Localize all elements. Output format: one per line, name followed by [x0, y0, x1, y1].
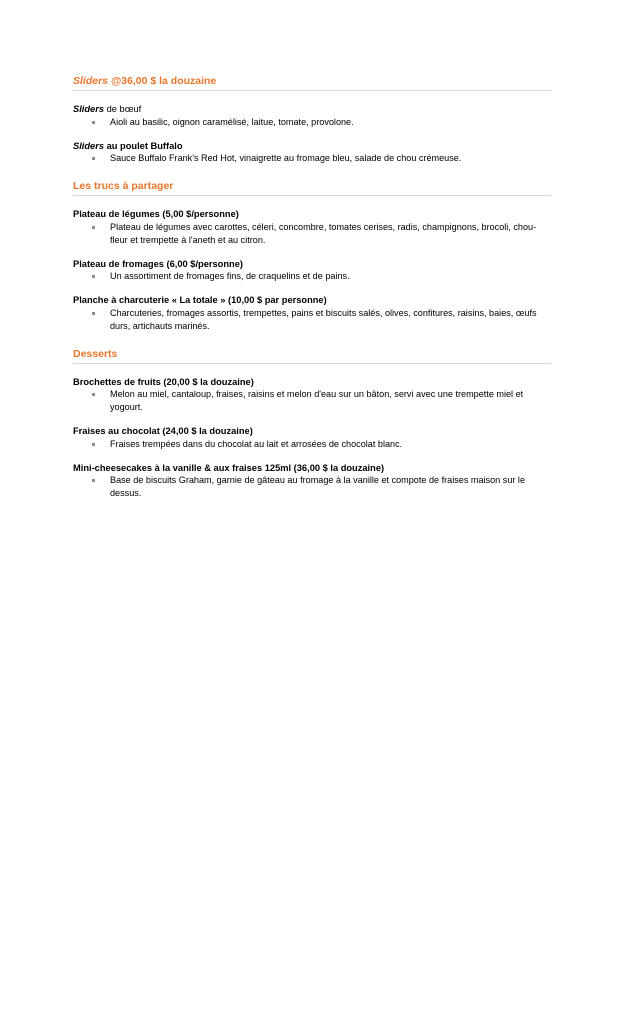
- menu-item: [73, 376, 551, 415]
- menu-item-detail-text: Aioli au basilic, oignon caramélisé, laitue, tomate, provolone.: [110, 116, 354, 127]
- menu-item-detail-text: Charcuteries, fromages assortis, trempettes, pains et biscuits salés, olives, confitures, raisins, baies, œufs durs, artichauts marinés.: [110, 307, 537, 331]
- section-heading: [73, 74, 551, 91]
- menu-item-title-rest: au poulet Buffalo: [104, 140, 183, 151]
- menu-item-detail-text: Un assortiment de fromages fins, de craquelins et de pains.: [110, 271, 350, 281]
- menu-item-detail: [92, 270, 551, 283]
- menu-item-details: [73, 221, 551, 247]
- section-heading: Les trucs à partager: [73, 179, 551, 196]
- menu-item-details: [73, 307, 551, 333]
- menu-item-detail: [92, 221, 551, 247]
- menu-item-detail-text: Sauce Buffalo Frank's Red Hot, vinaigrette au fromage bleu, salade de chou crémeuse.: [110, 153, 462, 163]
- section-sharing: [73, 179, 551, 333]
- square-bullet-icon: [92, 226, 95, 229]
- menu-item-details: [73, 388, 551, 414]
- menu-item: [73, 294, 551, 333]
- square-bullet-icon: [92, 157, 95, 160]
- menu-item-detail: [92, 307, 551, 333]
- menu-item: [73, 425, 551, 451]
- section-heading: Desserts: [73, 347, 551, 364]
- section-desserts: [73, 347, 551, 501]
- menu-item: [73, 103, 551, 129]
- square-bullet-icon: [92, 312, 95, 315]
- menu-item-detail-text: Plateau de légumes avec carottes, céleri, concombre, tomates cerises, radis, champignons, brocoli, chou-fleur et trempette à l'aneth et au citron.: [110, 221, 537, 245]
- square-bullet-icon: [92, 393, 95, 396]
- menu-item: [73, 140, 551, 166]
- menu-item: [73, 208, 551, 247]
- square-bullet-icon: [92, 121, 95, 124]
- menu-item: [73, 258, 551, 284]
- menu-item: [73, 462, 551, 501]
- menu-item-title: Planche à charcuterie « La totale » (10,00 $ par personne): [73, 295, 327, 305]
- square-bullet-icon: [92, 275, 95, 278]
- square-bullet-icon: [92, 479, 95, 482]
- menu-item-title: Brochettes de fruits (20,00 $ la douzaine): [73, 376, 254, 387]
- menu-item-title-em: Sliders: [73, 140, 105, 151]
- section-heading-rest: @36,00 $ la douzaine: [108, 75, 217, 87]
- menu-document: [73, 74, 551, 511]
- menu-item-detail-text: Base de biscuits Graham, garnie de gâteau au fromage à la vanille et compote de fraises maison sur le dessus.: [110, 475, 526, 498]
- menu-item-details: [73, 270, 551, 283]
- menu-item-title: Mini-cheesecakes à la vanille & aux fraises 125ml (36,00 $ la douzaine): [73, 462, 385, 473]
- menu-item-details: [73, 474, 551, 500]
- menu-item-title: Fraises au chocolat (24,00 $ la douzaine): [73, 426, 253, 436]
- menu-item-detail: [92, 438, 551, 451]
- menu-item-detail: [92, 474, 551, 500]
- menu-item-title: Plateau de légumes (5,00 $/personne): [73, 209, 239, 219]
- menu-item-details: [73, 438, 551, 451]
- menu-item-detail: [92, 152, 551, 165]
- menu-item-title: [73, 140, 551, 153]
- section-heading-em: Sliders: [73, 75, 109, 87]
- square-bullet-icon: [92, 443, 95, 446]
- menu-item-title: [73, 103, 551, 116]
- menu-item-detail: [92, 388, 551, 414]
- menu-item-detail-text: Melon au miel, cantaloup, fraises, raisins et melon d'eau sur un bâton, servi avec une trempette miel et yogourt.: [110, 389, 524, 412]
- menu-item-detail-text: Fraises trempées dans du chocolat au lait et arrosées de chocolat blanc.: [110, 438, 403, 449]
- menu-item-detail: [92, 116, 551, 129]
- section-sliders: [73, 74, 551, 165]
- menu-item-details: [73, 152, 551, 165]
- menu-item-details: [73, 116, 551, 129]
- menu-item-title-em: Sliders: [73, 104, 105, 114]
- menu-item-title-rest: de bœuf: [104, 104, 142, 114]
- menu-item-title: Plateau de fromages (6,00 $/personne): [73, 258, 243, 269]
